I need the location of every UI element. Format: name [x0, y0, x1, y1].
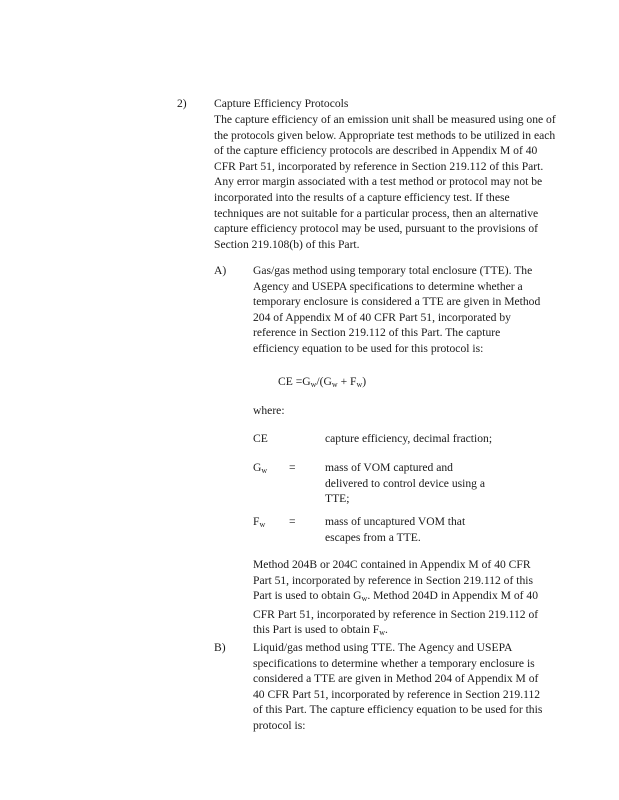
item-a-label: A) — [214, 264, 227, 277]
symbol-main: F — [253, 515, 260, 528]
definition-text: mass of uncaptured VOM that escapes from a TTE. — [325, 515, 466, 544]
equation-close: ) — [362, 375, 367, 388]
equation-f-sub: w — [356, 380, 363, 389]
definition-equals: = — [289, 461, 296, 474]
section-title: Capture Efficiency Protocols — [214, 97, 349, 110]
equation-g: G — [302, 375, 311, 388]
section-number: 2) — [177, 97, 187, 110]
equation-f: F — [350, 375, 357, 388]
equation-open: /( — [316, 375, 324, 388]
equation-g-sub: w — [310, 380, 317, 389]
symbol-main: G — [253, 461, 262, 474]
equation-g2: G — [323, 375, 332, 388]
method-note-part1: Method 204B or 204C contained in Appendix M of 40 CFR Part 51, incorporated by reference in Section 219.112 of this Part is used to obtain G — [253, 558, 533, 603]
symbol-sub: w — [259, 520, 266, 529]
method-note — [253, 557, 549, 641]
symbol-sub: w — [261, 466, 268, 475]
method-note-sub1: w — [361, 594, 368, 604]
method-note-part2: . Method 204D in Appendix M of 40 CFR Part 51, incorporated by reference in Section 219.112 of this Part is used to obtain F — [253, 589, 539, 637]
section-body: The capture efficiency of an emission unit shall be measured using one of the protocols given below. Appropriate test methods to be utilized in each of the capture efficiency protocols are described in Appendix M of 40 CFR Part 51, incorporated by reference in Section 219.112 of this Part. Any error margin associated with a test method or protocol may not be incorporated into the results of a capture efficiency test. If these techniques are not suitable for a particular process, then an alternative capture efficiency protocol may be used, pursuant to the provisions of Section 219.108(b) of this Part. — [214, 113, 556, 251]
equation-plus: + — [337, 375, 351, 388]
equation-g2-sub: w — [331, 380, 338, 389]
where-label: where: — [253, 404, 285, 417]
capture-efficiency-equation — [278, 374, 366, 393]
item-b-label: B) — [214, 641, 226, 654]
definition-text: mass of VOM captured and delivered to control device using a TTE; — [325, 461, 486, 506]
symbol-main: CE — [253, 432, 268, 445]
definition-symbol — [253, 431, 268, 450]
definition-text: capture efficiency, decimal fraction; — [325, 432, 493, 445]
equation-lhs: CE = — [278, 375, 303, 388]
definition-symbol — [253, 514, 265, 533]
definition-equals: = — [289, 515, 296, 528]
item-b-text: Liquid/gas method using TTE. The Agency and USEPA specifications to determine whether a temporary enclosure is considered a TTE are given in Method 204 of Appendix M of 40 CFR Part 51, incorporated by reference in Section 219.112 of this Part. The capture efficiency equation to be used for this protocol is: — [253, 641, 543, 732]
definition-symbol — [253, 460, 267, 479]
item-a-text: Gas/gas method using temporary total enclosure (TTE). The Agency and USEPA specifications to determine whether a temporary enclosure is considered a TTE are given in Method 204 of Appendix M of 40 CFR Part 51, incorporated by reference in Section 219.112 of this Part. The capture efficiency equation to be used for this protocol is: — [253, 264, 541, 355]
method-note-sub2: w — [379, 628, 386, 638]
method-note-part3: . — [385, 623, 388, 637]
